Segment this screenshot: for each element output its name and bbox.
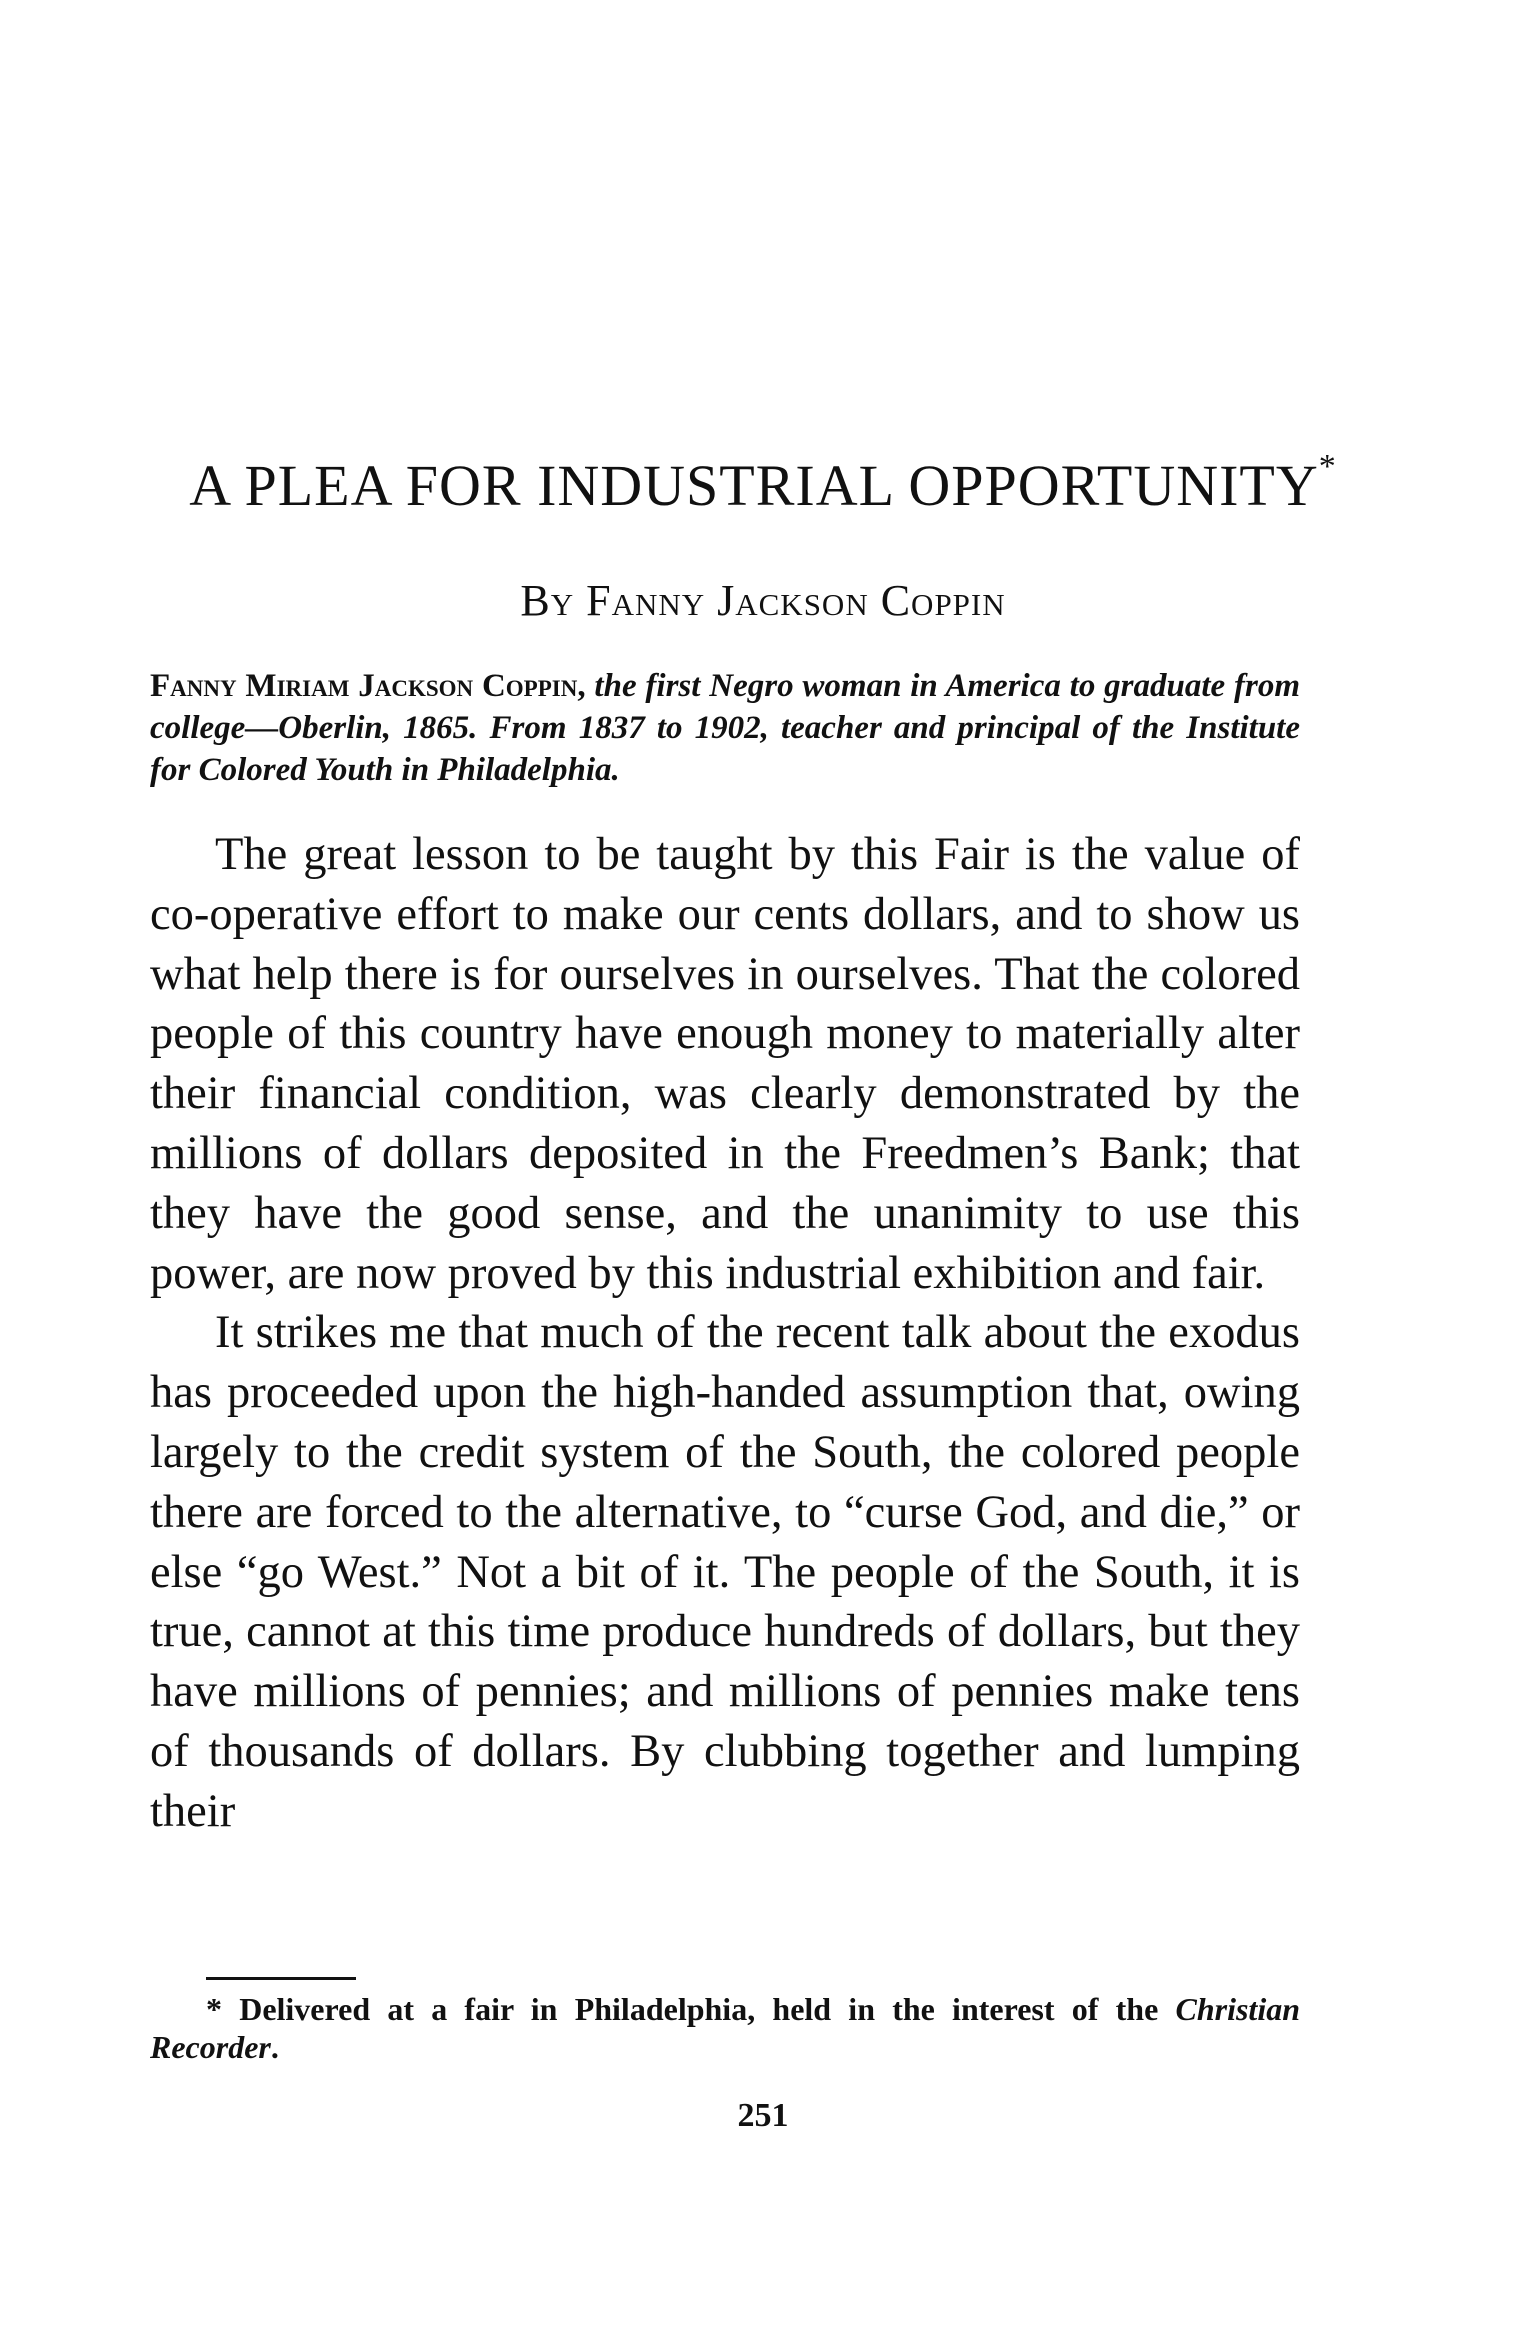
- author-byline: By Fanny Jackson Coppin: [520, 576, 1006, 625]
- footnote: [150, 1990, 1300, 2066]
- author-headnote: [150, 665, 1300, 791]
- footnote-marker: *: [206, 1991, 222, 2027]
- essay-body: [150, 825, 1300, 1842]
- body-paragraph-1: The great lesson to be taught by this Fair is the value of co-operative effort to make our cents dollars, and to show us what help there is for ourselves in ourselves. That the colored people of this country have enough money to materially alter their financial condition, was clearly demonstrated by the millions of dollars deposited in the Freedmen’s Bank; that they have the good sense, and the unanimity to use this power, are now proved by this industrial exhibition and fair.: [150, 829, 1300, 1299]
- headnote-author-name: Fanny Miriam Jackson Coppin,: [150, 668, 586, 704]
- footnote-end: .: [270, 2029, 279, 2065]
- essay-title-text: A PLEA FOR INDUSTRIAL OPPORTUNITY: [189, 453, 1319, 518]
- footnote-divider: [206, 1977, 356, 1980]
- headnote-text: the first Negro woman in America to graduate from college—Oberlin, 1865. From 1837 to 1902, teacher and principal of the Institute for Colored Youth in Philadelphia.: [150, 668, 1301, 788]
- footnote-text: Delivered at a fair in Philadelphia, held in the interest of the: [222, 1991, 1176, 2027]
- essay-title: [150, 448, 1376, 519]
- body-paragraph-2: It strikes me that much of the recent talk about the exodus has proceeded upon the high-handed assumption that, owing largely to the credit system of the South, the colored people there are forced to the alternative, to “curse God, and die,” or else “go West.” Not a bit of it. The people of the South, it is true, cannot at this time produce hundreds of dollars, but they have millions of pennies; and millions of pennies make tens of thousands of dollars. By clubbing together and lumping their: [150, 1307, 1300, 1837]
- page-number: 251: [737, 2097, 789, 2134]
- footnote-publication-title: Christian Recorder: [150, 1991, 1300, 2065]
- title-footnote-marker: *: [1318, 448, 1337, 485]
